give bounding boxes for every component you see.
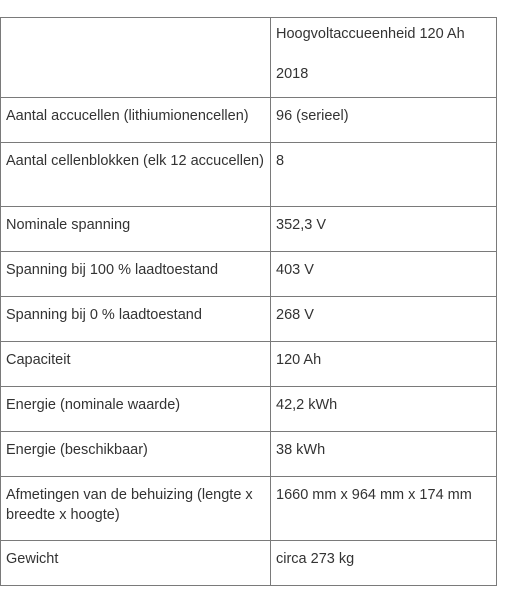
table-row (1, 387, 497, 432)
row-label: Nominale spanning (1, 207, 271, 252)
row-label: Aantal accucellen (lithiumionencellen) (1, 98, 271, 143)
table-row (1, 342, 497, 387)
row-value: 352,3 V (271, 207, 497, 252)
table-row (1, 541, 497, 586)
row-value: 8 (271, 143, 497, 207)
header-battery-unit-name: Hoogvoltaccueenheid 120 Ah (276, 26, 465, 42)
table-row (1, 207, 497, 252)
table-row (1, 477, 497, 541)
row-value: 403 V (271, 252, 497, 297)
table-row (1, 143, 497, 207)
row-label: Spanning bij 100 % laadtoestand (1, 252, 271, 297)
table-header-row (1, 18, 497, 98)
table-row (1, 432, 497, 477)
row-label: Aantal cellenblokken (elk 12 accucellen) (1, 143, 271, 207)
row-label: Gewicht (1, 541, 271, 586)
header-battery-unit-year: 2018 (276, 66, 309, 82)
table-row (1, 98, 497, 143)
header-empty-cell (1, 18, 271, 98)
row-value: 1660 mm x 964 mm x 174 mm (271, 477, 497, 541)
battery-spec-table (0, 17, 497, 586)
row-label: Energie (nominale waarde) (1, 387, 271, 432)
row-label: Energie (beschikbaar) (1, 432, 271, 477)
row-value: 268 V (271, 297, 497, 342)
table-row (1, 297, 497, 342)
row-value: 42,2 kWh (271, 387, 497, 432)
row-label: Spanning bij 0 % laadtoestand (1, 297, 271, 342)
row-label: Capaciteit (1, 342, 271, 387)
spec-table-container (0, 17, 497, 586)
header-battery-unit-cell (271, 18, 497, 98)
row-value: 38 kWh (271, 432, 497, 477)
table-row (1, 252, 497, 297)
row-value: 120 Ah (271, 342, 497, 387)
row-value: circa 273 kg (271, 541, 497, 586)
row-label: Afmetingen van de behuizing (lengte x breedte x hoogte) (1, 477, 271, 541)
row-value: 96 (serieel) (271, 98, 497, 143)
